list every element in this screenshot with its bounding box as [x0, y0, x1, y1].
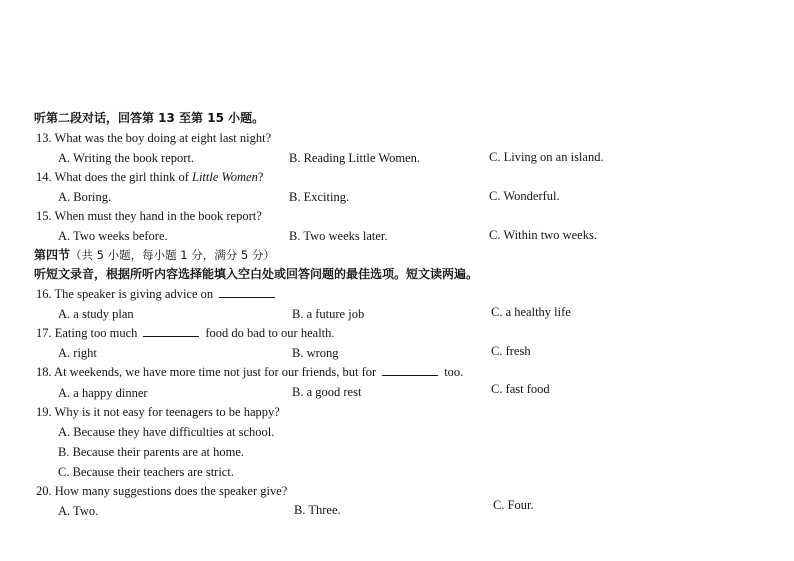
q13-option-b[interactable]: B. Reading Little Women.	[289, 151, 421, 165]
question-13-stem: 13. What was the boy doing at eight last night?	[36, 131, 272, 145]
q15-option-a[interactable]: A. Two weeks before.	[58, 229, 168, 243]
question-17-stem	[36, 325, 335, 341]
q13-option-a[interactable]: A. Writing the book report.	[58, 151, 195, 165]
section4-title: 第四节	[34, 248, 71, 262]
q18-option-c[interactable]: C. fast food	[491, 382, 550, 396]
q14-option-a[interactable]: A. Boring.	[58, 190, 112, 204]
section4-instruction: 听短文录音，根据所听内容选择能填入空白处或回答问题的最佳选项。短文读两遍。	[34, 267, 479, 281]
q17-stem-post: food do bad to our health.	[205, 326, 335, 340]
q14-stem-post: ?	[257, 170, 264, 184]
q18-option-a[interactable]: A. a happy dinner	[58, 386, 148, 400]
question-14-stem	[36, 169, 263, 185]
q18-stem-post: too.	[444, 365, 464, 379]
q16-stem-text: 16. The speaker is giving advice on	[36, 287, 214, 301]
q20-option-b[interactable]: B. Three.	[294, 503, 341, 517]
q17-option-b[interactable]: B. wrong	[292, 346, 339, 360]
q15-option-c[interactable]: C. Within two weeks.	[489, 228, 597, 242]
answer-blank[interactable]	[143, 325, 199, 337]
q18-stem-pre: 18. At weekends, we have more time not just for our friends, but for	[36, 365, 377, 379]
section-header: 听第二段对话，回答第 13 至第 15 小题。	[34, 111, 265, 125]
q14-option-b[interactable]: B. Exciting.	[289, 190, 350, 204]
q19-option-b[interactable]: B. Because their parents are at home.	[58, 445, 245, 459]
q20-option-c[interactable]: C. Four.	[493, 498, 534, 512]
q13-option-c[interactable]: C. Living on an island.	[489, 150, 604, 164]
q14-stem-title: Little Women	[192, 170, 258, 184]
q14-stem-pre: 14. What does the girl think of	[36, 170, 192, 184]
answer-blank[interactable]	[219, 286, 275, 298]
q14-option-c[interactable]: C. Wonderful.	[489, 189, 560, 203]
q19-option-c[interactable]: C. Because their teachers are strict.	[58, 465, 234, 479]
q16-option-a[interactable]: A. a study plan	[58, 307, 134, 321]
q17-stem-pre: 17. Eating too much	[36, 326, 138, 340]
question-16-stem	[36, 286, 281, 302]
answer-blank[interactable]	[382, 364, 438, 376]
question-18-stem	[36, 364, 463, 380]
question-20-stem: 20. How many suggestions does the speaker give?	[36, 484, 288, 498]
q20-option-a[interactable]: A. Two.	[58, 504, 99, 518]
question-19-stem: 19. Why is it not easy for teenagers to be happy?	[36, 405, 280, 419]
q17-option-a[interactable]: A. right	[58, 346, 97, 360]
section4-note: （共 5 小题，每小题 1 分，满分 5 分）	[70, 248, 275, 262]
section4-header	[34, 247, 275, 263]
q17-option-c[interactable]: C. fresh	[491, 344, 531, 358]
q16-option-b[interactable]: B. a future job	[292, 307, 365, 321]
question-15-stem: 15. When must they hand in the book report?	[36, 209, 262, 223]
q19-option-a[interactable]: A. Because they have difficulties at school.	[58, 425, 275, 439]
q18-option-b[interactable]: B. a good rest	[292, 385, 362, 399]
q15-option-b[interactable]: B. Two weeks later.	[289, 229, 388, 243]
q16-option-c[interactable]: C. a healthy life	[491, 305, 571, 319]
